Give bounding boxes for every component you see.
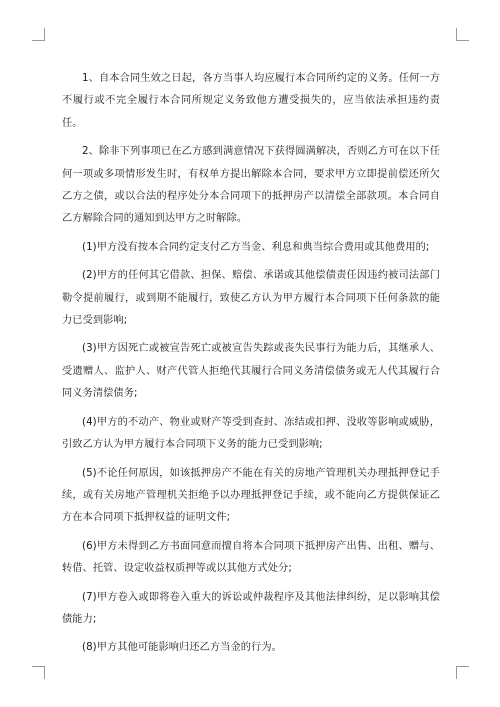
crop-mark-top-right (456, 28, 469, 41)
condition-item-5: (5)不论任何原因，如该抵押房产不能在有关的房地产管理机关办理抵押登记手续，或有关房地产管理机关拒绝予以办理抵押登记手续，或不能向乙方提供保证乙方在本合同项下抵押权益的证明文件; (62, 467, 440, 524)
document-body (62, 68, 440, 666)
condition-item-2: (2)甲方的任何其它借款、担保、赔偿、承诺或其他偿债责任因违约被司法部门勒令提前履行，或到期不能履行，致使乙方认为甲方履行本合同项下任何条款的能力已受到影响; (62, 270, 440, 327)
crop-mark-top-left (32, 28, 45, 41)
condition-item-8: (8)甲方其他可能影响归还乙方当金的行为。 (82, 642, 282, 654)
condition-item-4: (4)甲方的不动产、物业或财产等受到查封、冻结或扣押、没收等影响或威胁，引致乙方认为甲方履行本合同项下义务的能力已受到影响; (62, 416, 440, 451)
crop-mark-bottom-right (456, 666, 469, 679)
condition-item-6: (6)甲方未得到乙方书面同意而擅自将本合同项下抵押房产出售、出租、赠与、转借、托管、设定收益权质押等或以其他方式处分; (62, 540, 440, 575)
condition-item-7: (7)甲方卷入或即将卷入重大的诉讼或仲裁程序及其他法律纠纷，足以影响其偿债能力; (62, 591, 440, 625)
clause-1-paragraph: 1、自本合同生效之日起，各方当事人均应履行本合同所约定的义务。任何一方不履行或不完全履行本合同所规定义务致他方遭受损失的，应当依法承担违约责任。 (62, 73, 440, 129)
condition-item-1: (1)甲方没有按本合同约定支付乙方当金、利息和典当综合费用或其他费用的; (82, 241, 430, 253)
condition-item-3: (3)甲方因死亡或被宣告死亡或被宣告失踪或丧失民事行为能力后，其继承人、受遗赠人、监护人、财产代管人拒绝代其履行合同义务清偿债务或无人代其履行合同义务清偿债务; (62, 343, 440, 400)
crop-mark-bottom-left (32, 666, 45, 679)
clause-2-paragraph: 2、除非下列事项已在乙方感到满意情况下获得圆满解决，否则乙方可在以下任何一项或多项情形发生时，有权单方提出解除本合同，要求甲方立即提前偿还所欠乙方之债，或以合法的程序处分本合同项下的抵押房产以清偿全部款项。本合同自乙方解除合同的通知到达甲方之时解除。 (62, 146, 440, 225)
